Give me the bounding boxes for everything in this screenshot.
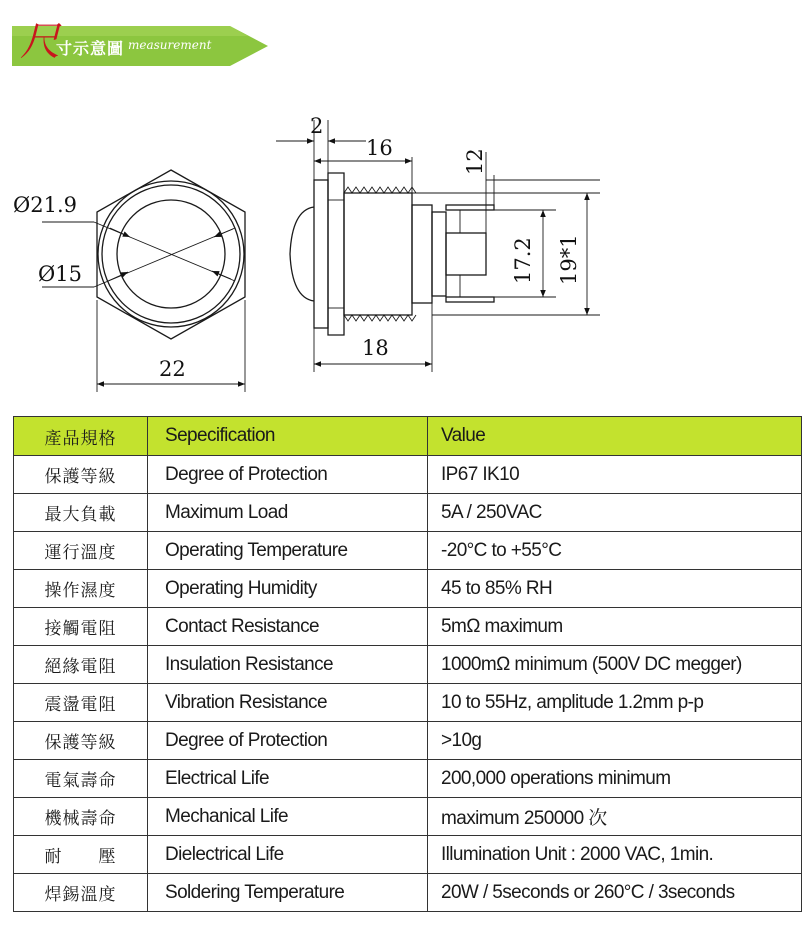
threaded-body xyxy=(344,193,412,315)
table-row xyxy=(14,456,802,494)
row-label-cn: 耐 壓 xyxy=(14,836,148,874)
measurement-banner xyxy=(0,12,280,72)
row-label-en: Mechanical Life xyxy=(148,798,428,836)
header-cn: 產品規格 xyxy=(14,417,148,456)
dim-body-length-bottom: 18 xyxy=(362,336,389,360)
row-label-en: Degree of Protection xyxy=(148,456,428,494)
row-label-cn: 運行溫度 xyxy=(14,532,148,570)
row-label-en: Electrical Life xyxy=(148,760,428,798)
thread-bottom xyxy=(344,315,416,321)
dimension-drawing xyxy=(0,100,812,410)
dimension-diagram xyxy=(0,100,812,410)
banner-title-en: measurement xyxy=(128,38,212,52)
row-label-cn: 絕緣電阻 xyxy=(14,646,148,684)
row-value: 5A / 250VAC xyxy=(428,494,802,532)
row-label-cn: 焊錫溫度 xyxy=(14,874,148,912)
row-value: 20W / 5seconds or 260°C / 3seconds xyxy=(428,874,802,912)
header-value: Value xyxy=(428,417,802,456)
dim-outer-diameter: Ø21.9 xyxy=(13,193,77,217)
row-label-en: Degree of Protection xyxy=(148,722,428,760)
dome-cap xyxy=(290,207,314,301)
dim-inner-height: 17.2 xyxy=(511,237,535,284)
row-label-cn: 保護等級 xyxy=(14,722,148,760)
table-row xyxy=(14,532,802,570)
row-value: 5mΩ maximum xyxy=(428,608,802,646)
row-value: IP67 IK10 xyxy=(428,456,802,494)
table-row xyxy=(14,874,802,912)
dim-width: 22 xyxy=(159,357,186,381)
row-value: maximum 250000 次 xyxy=(428,798,802,836)
table-row xyxy=(14,646,802,684)
row-value: Illumination Unit : 2000 VAC, 1min. xyxy=(428,836,802,874)
row-label-en: Soldering Temperature xyxy=(148,874,428,912)
row-value: 10 to 55Hz, amplitude 1.2mm p-p xyxy=(428,684,802,722)
row-label-cn: 機械壽命 xyxy=(14,798,148,836)
row-label-cn: 電氣壽命 xyxy=(14,760,148,798)
row-label-cn: 震盪電阻 xyxy=(14,684,148,722)
terminal-top xyxy=(446,205,494,210)
inner-arrow-right xyxy=(214,229,233,237)
hex-side xyxy=(328,173,344,335)
row-label-cn: 最大負載 xyxy=(14,494,148,532)
inner-arrow-left xyxy=(108,272,128,281)
thread-top xyxy=(344,187,416,193)
row-label-en: Contact Resistance xyxy=(148,608,428,646)
terminal-base xyxy=(446,233,486,275)
header-en: Sepecification xyxy=(148,417,428,456)
dim-inner-diameter: Ø15 xyxy=(38,262,82,286)
row-value: >10g xyxy=(428,722,802,760)
row-label-cn: 接觸電阻 xyxy=(14,608,148,646)
front-view xyxy=(13,170,245,392)
table-row xyxy=(14,684,802,722)
row-label-cn: 保護等級 xyxy=(14,456,148,494)
row-label-cn: 操作濕度 xyxy=(14,570,148,608)
logo-letter: 尺 xyxy=(20,19,60,65)
cap-rim xyxy=(314,180,328,328)
row-value: 200,000 operations minimum xyxy=(428,760,802,798)
row-label-en: Dielectrical Life xyxy=(148,836,428,874)
table-row xyxy=(14,836,802,874)
row-value: 1000mΩ minimum (500V DC megger) xyxy=(428,646,802,684)
rear-block xyxy=(432,212,446,296)
row-value: -20°C to +55°C xyxy=(428,532,802,570)
table-row xyxy=(14,798,802,836)
table-row xyxy=(14,608,802,646)
rear-flange xyxy=(412,205,432,303)
row-label-en: Operating Humidity xyxy=(148,570,428,608)
terminal-bottom xyxy=(446,297,494,302)
table-header-row xyxy=(14,417,802,456)
dim-terminal-length: 12 xyxy=(463,148,487,175)
specification-table xyxy=(13,416,802,912)
row-label-en: Operating Temperature xyxy=(148,532,428,570)
row-label-en: Insulation Resistance xyxy=(148,646,428,684)
table-row xyxy=(14,570,802,608)
row-label-en: Maximum Load xyxy=(148,494,428,532)
table-row xyxy=(14,722,802,760)
side-view xyxy=(276,114,600,372)
row-value: 45 to 85% RH xyxy=(428,570,802,608)
banner-title-cn: 寸示意圖 xyxy=(56,39,125,58)
dim-cap-height: 2 xyxy=(310,114,324,138)
dim-outer-height: 19*1 xyxy=(557,234,581,285)
table-row xyxy=(14,760,802,798)
table-row xyxy=(14,494,802,532)
dim-body-length-top: 16 xyxy=(366,136,393,160)
row-label-en: Vibration Resistance xyxy=(148,684,428,722)
